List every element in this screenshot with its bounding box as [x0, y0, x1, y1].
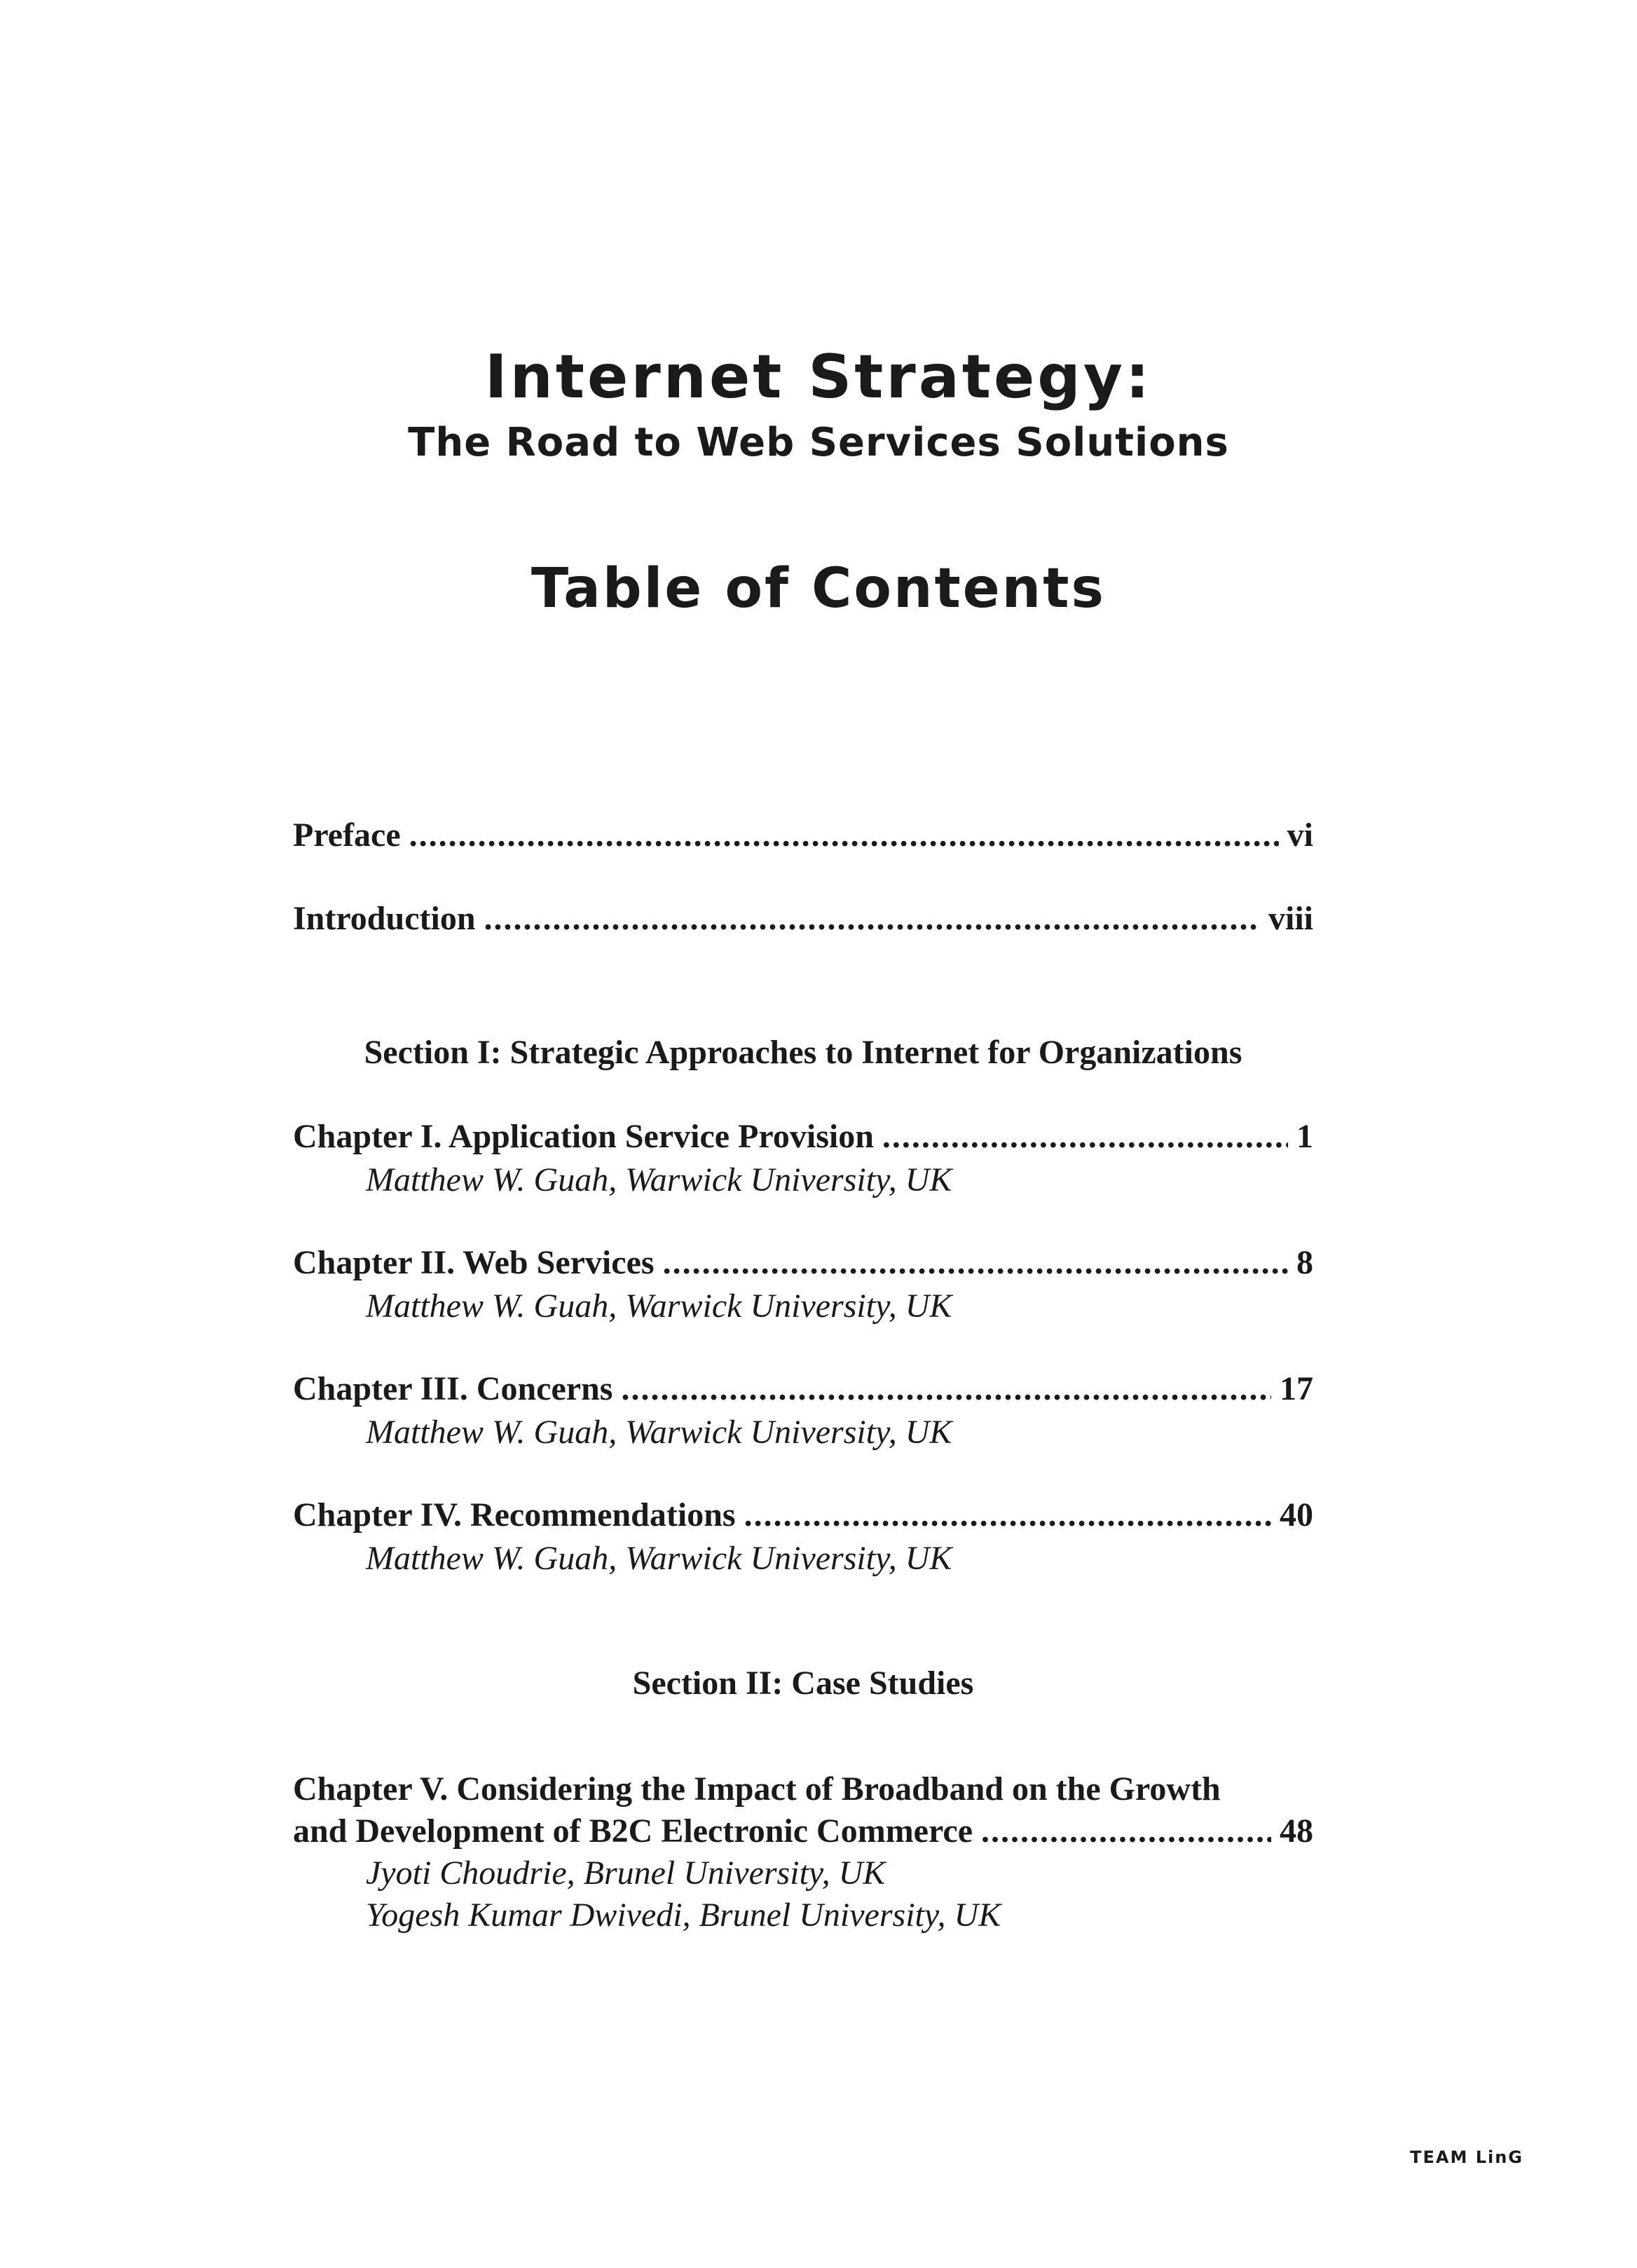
author-affiliation: , Warwick University, UK: [608, 1540, 952, 1577]
toc-entry-chapter-4[interactable]: [293, 1494, 1313, 1536]
toc-page-number: viii: [1268, 900, 1313, 937]
toc-entry-chapter-5[interactable]: [293, 1810, 1313, 1852]
dot-leader: [882, 1116, 1288, 1158]
toc-entry-introduction[interactable]: [293, 898, 1313, 940]
author-affiliation: , Brunel University, UK: [682, 1897, 1001, 1934]
author-affiliation: , Warwick University, UK: [608, 1287, 952, 1325]
dot-leader: [484, 898, 1260, 940]
toc-entry-title: Introduction: [293, 900, 476, 937]
dot-leader: [621, 1368, 1271, 1410]
author-name: Matthew W. Guah: [366, 1287, 609, 1325]
toc-page-number: 1: [1296, 1118, 1313, 1155]
toc-page-number: 48: [1280, 1812, 1313, 1850]
team-ling-mark: TEAM LinG: [1410, 2147, 1523, 2167]
author-name: Jyoti Choudrie: [366, 1854, 567, 1892]
chapter-author: [366, 1852, 885, 1894]
dot-leader: [663, 1242, 1288, 1284]
toc-page-number: vi: [1287, 817, 1313, 854]
toc-page-number: 17: [1280, 1370, 1313, 1407]
chapter-author: [366, 1538, 952, 1580]
chapter-author: [366, 1412, 952, 1454]
dot-leader: [744, 1494, 1271, 1536]
toc-entry-title: Chapter III. Concerns: [293, 1370, 613, 1407]
toc-entry-title: Chapter I. Application Service Provision: [293, 1118, 874, 1155]
author-affiliation: , Warwick University, UK: [608, 1161, 952, 1198]
toc-entry-title: Preface: [293, 817, 401, 854]
section-heading: Section II: Case Studies: [632, 1665, 974, 1702]
toc-entry-title-line[interactable]: Chapter V. Considering the Impact of Broadband on the Growth: [293, 1770, 1221, 1808]
author-name: Matthew W. Guah: [366, 1540, 609, 1577]
chapter-author: [366, 1285, 952, 1327]
section-heading: Section I: Strategic Approaches to Internet for Organizations: [364, 1034, 1242, 1071]
chapter-author: [366, 1159, 952, 1201]
dot-leader: [409, 814, 1279, 856]
toc-entry-chapter-2[interactable]: [293, 1242, 1313, 1284]
toc-heading: Table of Contents: [531, 557, 1106, 620]
toc-entry-chapter-1[interactable]: [293, 1116, 1313, 1158]
toc-entry-title: and Development of B2C Electronic Commerce: [293, 1812, 973, 1850]
book-subtitle: The Road to Web Services Solutions: [408, 420, 1229, 465]
author-name: Matthew W. Guah: [366, 1161, 609, 1198]
toc-entry-preface[interactable]: [293, 814, 1313, 856]
toc-entry-title: Chapter IV. Recommendations: [293, 1496, 736, 1533]
toc-entry-chapter-3[interactable]: [293, 1368, 1313, 1410]
author-affiliation: , Warwick University, UK: [608, 1414, 952, 1451]
book-title: Internet Strategy:: [484, 342, 1153, 412]
author-affiliation: , Brunel University, UK: [566, 1854, 886, 1892]
toc-page-number: 8: [1296, 1244, 1313, 1281]
author-name: Matthew W. Guah: [366, 1414, 609, 1451]
dot-leader: [981, 1810, 1271, 1852]
author-name: Yogesh Kumar Dwivedi: [366, 1897, 683, 1934]
chapter-author: [366, 1894, 1001, 1936]
toc-page-number: 40: [1280, 1496, 1313, 1533]
toc-entry-title: Chapter II. Web Services: [293, 1244, 655, 1281]
